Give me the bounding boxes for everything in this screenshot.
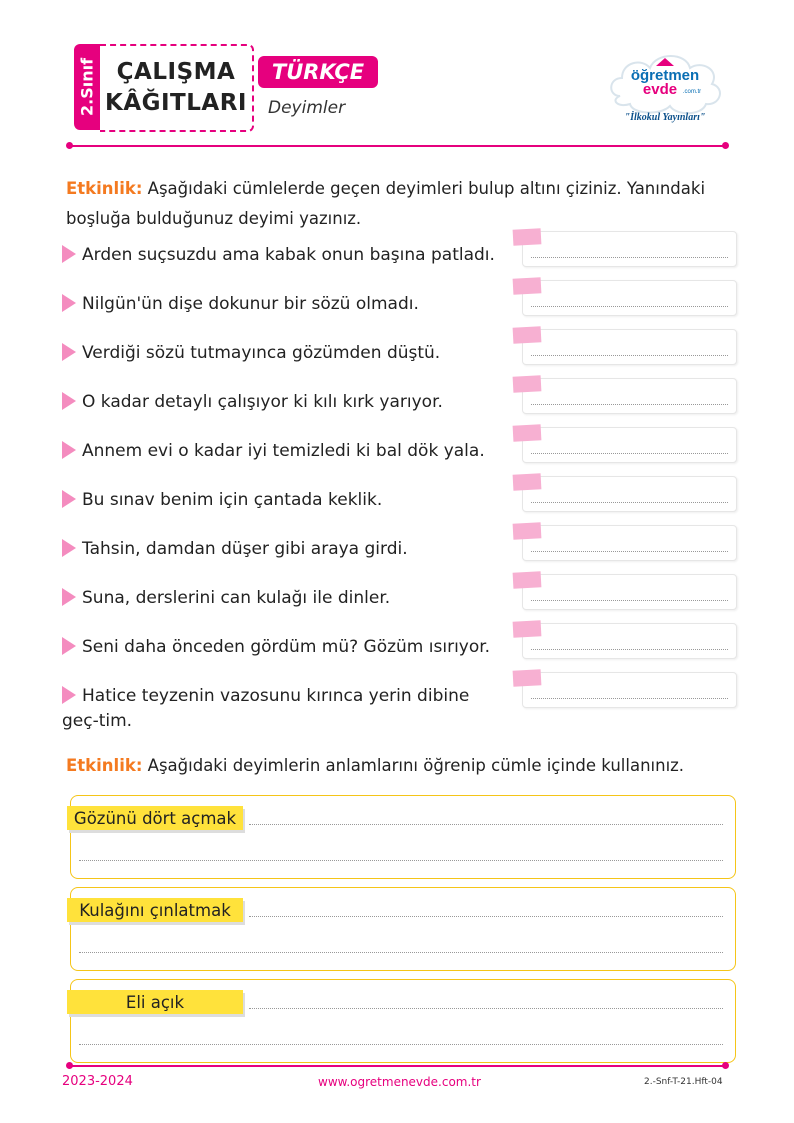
- logo-domain: .com.tr: [682, 89, 702, 95]
- tape-icon: [513, 473, 542, 490]
- worksheet-title: [100, 44, 254, 132]
- sentence-item: [62, 635, 514, 660]
- answer-box[interactable]: [522, 525, 737, 561]
- arrow-icon: [62, 637, 76, 655]
- sentence-item: [62, 586, 514, 611]
- tape-icon: [513, 522, 542, 539]
- tape-icon: [513, 375, 542, 392]
- answer-box[interactable]: [522, 427, 737, 463]
- sentence-item: [62, 439, 514, 464]
- idiom-label: Gözünü dört açmak: [67, 806, 243, 830]
- tape-icon: [513, 277, 542, 294]
- arrow-icon: [62, 588, 76, 606]
- answer-line: [531, 453, 728, 454]
- topic-label: Deyimler: [268, 98, 346, 118]
- activity-1-instructions: [66, 174, 720, 234]
- title-line-1: ÇALIŞMA: [116, 59, 236, 85]
- activity-2-instructions: [66, 756, 726, 775]
- sentence-text: Bu sınav benim için çantada keklik.: [82, 490, 383, 510]
- answer-line: [531, 600, 728, 601]
- sentence-text: Suna, derslerini can kulağı ile dinler.: [82, 588, 391, 608]
- activity-2-label: Etkinlik:: [66, 756, 143, 775]
- header-divider: [70, 145, 726, 147]
- logo-word-1: öğretmen: [630, 67, 700, 84]
- sentence-text: Arden suçsuzdu ama kabak onun başına patladı.: [82, 245, 495, 265]
- answer-box[interactable]: [522, 574, 737, 610]
- arrow-icon: [62, 686, 76, 704]
- school-year: 2023-2024: [62, 1074, 133, 1089]
- divider-dot: [722, 1062, 729, 1069]
- activity-2-text: Aşağıdaki deyimlerin anlamlarını öğrenip cümle içinde kullanınız.: [142, 756, 685, 775]
- sentence-text: Nilgün'ün dişe dokunur bir sözü olmadı.: [82, 294, 419, 314]
- answer-line: [531, 502, 728, 503]
- logo-word-2: evde: [642, 81, 678, 98]
- sentence-text: Tahsin, damdan düşer gibi araya girdi.: [82, 539, 408, 559]
- idiom-label: Kulağını çınlatmak: [67, 898, 243, 922]
- writing-line[interactable]: [249, 1008, 723, 1009]
- sentence-item: [62, 684, 502, 734]
- arrow-icon: [62, 343, 76, 361]
- answer-box[interactable]: [522, 280, 737, 316]
- answer-box[interactable]: [522, 672, 737, 708]
- sentence-item: [62, 488, 514, 513]
- footer-divider: [70, 1065, 726, 1067]
- writing-line[interactable]: [249, 824, 723, 825]
- logo-tagline: "İlkokul Yayınları": [624, 112, 706, 123]
- answer-line: [531, 306, 728, 307]
- idiom-box: [70, 887, 736, 971]
- answer-box[interactable]: [522, 378, 737, 414]
- answer-line: [531, 649, 728, 650]
- sentence-text: Annem evi o kadar iyi temizledi ki bal dök yala.: [82, 441, 485, 461]
- answer-box[interactable]: [522, 231, 737, 267]
- answer-line: [531, 257, 728, 258]
- publisher-logo: [606, 44, 724, 128]
- answer-box[interactable]: [522, 329, 737, 365]
- arrow-icon: [62, 245, 76, 263]
- sentence-text: Seni daha önceden gördüm mü? Gözüm ısırıyor.: [82, 637, 491, 657]
- sentence-item: [62, 390, 514, 415]
- tape-icon: [513, 620, 542, 637]
- arrow-icon: [62, 392, 76, 410]
- writing-line[interactable]: [79, 952, 723, 953]
- writing-line[interactable]: [79, 860, 723, 861]
- idiom-box: [70, 795, 736, 879]
- arrow-icon: [62, 441, 76, 459]
- tape-icon: [513, 228, 542, 245]
- sentence-text: O kadar detaylı çalışıyor ki kılı kırk yarıyor.: [82, 392, 443, 412]
- tape-icon: [513, 669, 542, 686]
- tape-icon: [513, 571, 542, 588]
- idiom-box: [70, 979, 736, 1063]
- answer-line: [531, 551, 728, 552]
- divider-dot: [66, 142, 73, 149]
- sentence-item: [62, 292, 514, 317]
- title-line-2: KÂĞITLARI: [105, 90, 247, 116]
- sentence-item: [62, 341, 514, 366]
- website-link[interactable]: www.ogretmenevde.com.tr: [318, 1075, 481, 1089]
- grade-label: 2.Sınıf: [77, 57, 97, 117]
- arrow-icon: [62, 294, 76, 312]
- answer-box[interactable]: [522, 623, 737, 659]
- document-code: 2.-Snf-T-21.Hft-04: [644, 1077, 723, 1087]
- tape-icon: [513, 326, 542, 343]
- answer-box[interactable]: [522, 476, 737, 512]
- tape-icon: [513, 424, 542, 441]
- arrow-icon: [62, 539, 76, 557]
- sentence-item: [62, 537, 514, 562]
- arrow-icon: [62, 490, 76, 508]
- writing-line[interactable]: [79, 1044, 723, 1045]
- writing-line[interactable]: [249, 916, 723, 917]
- answer-line: [531, 404, 728, 405]
- activity-1-text: Aşağıdaki cümlelerde geçen deyimleri bulup altını çiziniz. Yanındaki boşluğa bulduğunuz deyimi yazınız.: [66, 179, 706, 228]
- divider-dot: [66, 1062, 73, 1069]
- subject-badge: TÜRKÇE: [258, 56, 378, 88]
- sentence-item: [62, 243, 514, 268]
- answer-line: [531, 698, 728, 699]
- divider-dot: [722, 142, 729, 149]
- sentence-text: Verdiği sözü tutmayınca gözümden düştü.: [82, 343, 441, 363]
- idiom-label: Eli açık: [67, 990, 243, 1014]
- sentence-text: Hatice teyzenin vazosunu kırınca yerin dibine geç-tim.: [62, 686, 470, 731]
- answer-line: [531, 355, 728, 356]
- activity-1-label: Etkinlik:: [66, 179, 143, 198]
